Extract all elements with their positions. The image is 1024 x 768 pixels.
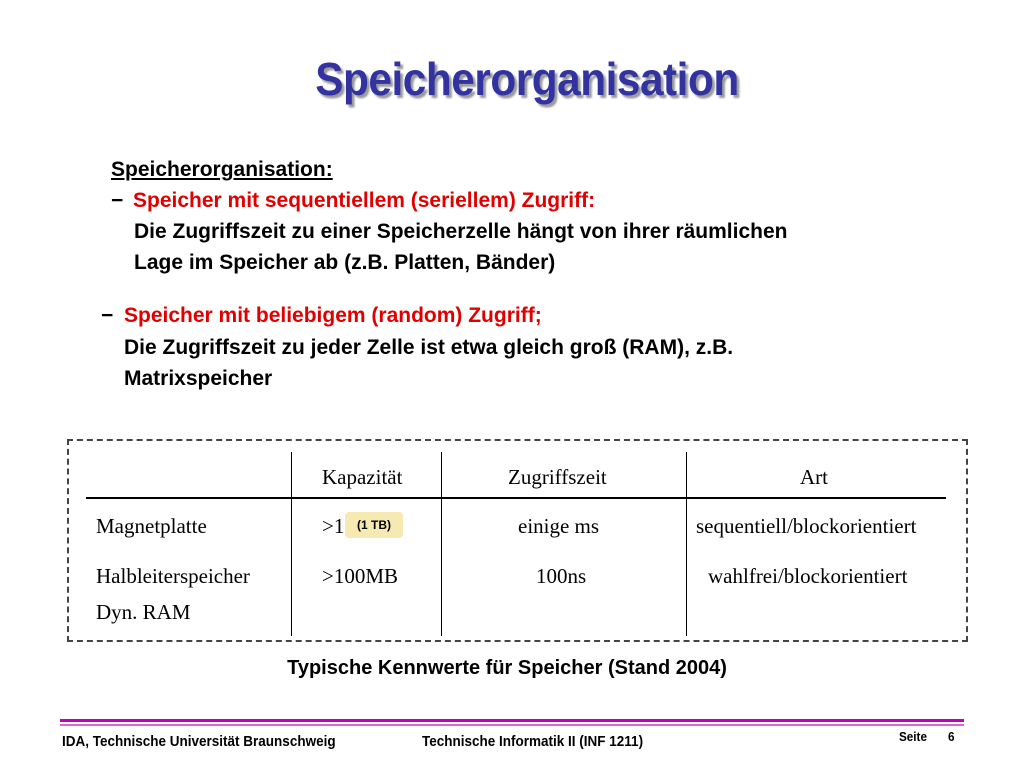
capacity-annotation-badge: (1 TB)	[345, 512, 403, 538]
bullet-2-dash: −	[101, 304, 114, 327]
bullet-1-desc-line2: Lage im Speicher ab (z.B. Platten, Bänder)	[134, 251, 556, 274]
footer-rule	[60, 719, 964, 722]
table-divider	[291, 452, 292, 636]
table-header-rule	[86, 497, 946, 499]
bullet-1-label: Speicher mit sequentiellem (seriellem) Zugriff:	[133, 189, 596, 212]
footer-rule	[60, 724, 964, 726]
table-cell-type: wahlfrei/blockorientiert	[708, 564, 908, 588]
bullet-2-desc-line1: Die Zugriffszeit zu jeder Zelle ist etwa gleich groß (RAM), z.B.	[124, 336, 734, 359]
footer-page-label: Seite	[899, 729, 927, 744]
table-cell-type: sequentiell/blockorientiert	[696, 514, 917, 538]
footer-page-number: 6	[948, 729, 955, 744]
table-divider	[441, 452, 442, 636]
table-cell-memory: Halbleiterspeicher	[96, 564, 250, 588]
table-header-access-time: Zugriffszeit	[508, 465, 607, 489]
table-cell-capacity: >1	[322, 514, 345, 538]
slide-title: Speicherorganisation	[315, 53, 739, 105]
table-divider	[686, 452, 687, 636]
bullet-2-desc-line2: Matrixspeicher	[124, 367, 273, 390]
table-cell-access-time: einige ms	[518, 514, 600, 538]
bullet-1-dash: −	[111, 189, 124, 212]
section-heading: Speicherorganisation:	[111, 158, 333, 181]
table-cell-capacity: >100MB	[322, 564, 399, 588]
table-cell-memory: Magnetplatte	[96, 514, 207, 538]
footer-course: Technische Informatik II (INF 1211)	[422, 733, 644, 750]
bullet-1-desc-line1: Die Zugriffszeit zu einer Speicherzelle hängt von ihrer räumlichen	[134, 220, 788, 243]
bullet-2-label: Speicher mit beliebigem (random) Zugriff;	[124, 304, 542, 327]
table-caption: Typische Kennwerte für Speicher (Stand 2004)	[287, 657, 727, 679]
table-header-type: Art	[800, 465, 828, 489]
table-header-capacity: Kapazität	[322, 465, 403, 489]
footer-institution: IDA, Technische Universität Braunschweig	[62, 733, 336, 750]
table-cell-memory: Dyn. RAM	[96, 600, 191, 624]
table-cell-access-time: 100ns	[536, 564, 587, 588]
